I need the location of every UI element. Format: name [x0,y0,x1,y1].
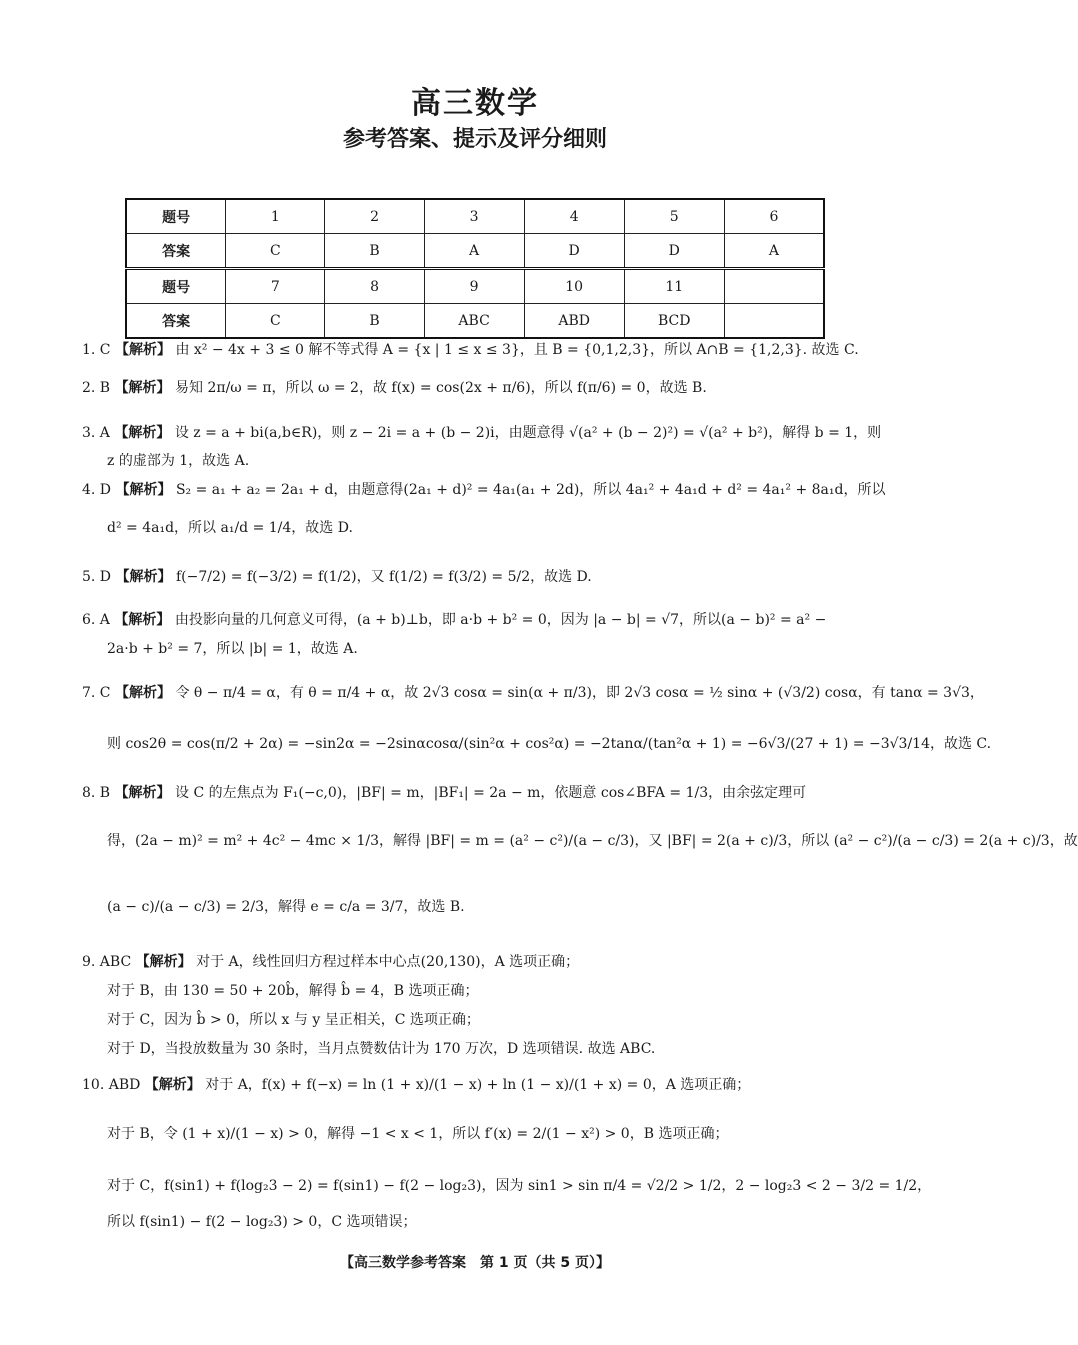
table-cell: 8 [325,269,424,304]
solution-7 [82,683,984,703]
solution-10 [82,1075,872,1095]
table-cell: BCD [624,304,724,339]
solution-6-cont: 2a·b + b² = 7，所以 |b| = 1，故选 A. [107,641,358,657]
answer-table [125,198,825,339]
solution-10-c-cont: 所以 f(sin1) − f(2 − log₂3) > 0，C 选项错误； [107,1214,417,1230]
solution-8 [82,783,872,803]
solution-8-cont2: (a − c)/(a − c/3) = 2/3，解得 e = c/a = 3/7，故选 B. [107,899,465,915]
analysis-tag: 【解析】 [114,342,171,358]
table-cell: C [226,234,325,269]
analysis-tag: 【解析】 [114,380,171,396]
solution-3-cont: z 的虚部为 1，故选 A. [107,453,250,469]
solution-text: 设 z = a + bi(a,b∈R)，则 z − 2i = a + (b − 2)i，由题意得 √(a² + (b − 2)²) = √(a² + b²)，解得 b = 1，则 [174,425,882,441]
solution-number: 9. ABC [82,954,132,970]
solution-number: 6. A [82,612,110,628]
table-cell: B [325,304,424,339]
table-cell: 2 [325,199,424,234]
solution-6 [82,610,872,630]
table-row [126,199,824,234]
analysis-tag: 【解析】 [144,1077,201,1093]
table-cell: 10 [524,269,624,304]
row-label: 题号 [126,269,226,304]
analysis-tag: 【解析】 [135,954,192,970]
solution-9-c: 对于 C，因为 b̂ > 0，所以 x 与 y 呈正相关，C 选项正确； [107,1012,480,1028]
analysis-tag: 【解析】 [114,785,171,801]
analysis-tag: 【解析】 [114,612,171,628]
solution-3 [82,423,882,443]
row-label: 答案 [126,304,226,339]
analysis-tag: 【解析】 [115,482,172,498]
solution-number: 7. C [82,685,111,701]
solution-2 [82,378,872,398]
solution-text: 由 x² − 4x + 3 ≤ 0 解不等式得 A = {x | 1 ≤ x ≤ 3}，且 B = {0,1,2,3}，所以 A∩B = {1,2,3}. 故选 C. [175,342,859,358]
table-cell: 6 [724,199,824,234]
table-row [126,304,824,339]
table-cell: C [226,304,325,339]
table-cell [724,269,824,304]
solution-text: f(−7/2) = f(−3/2) = f(1/2)，又 f(1/2) = f(3/2) = 5/2，故选 D. [175,569,592,585]
analysis-tag: 【解析】 [114,425,171,441]
solution-number: 3. A [82,425,110,441]
solution-10-c: 对于 C，f(sin1) + f(log₂3 − 2) = f(sin1) − f(2 − log₂3)，因为 sin1 > sin π/4 = √2/2 > 1/2，2 − log₂3 < 2 − 3/2 = 1/2， [107,1178,932,1194]
analysis-tag: 【解析】 [114,685,171,701]
solution-10-b: 对于 B，令 (1 + x)/(1 − x) > 0，解得 −1 < x < 1，所以 f′(x) = 2/(1 − x²) > 0，B 选项正确； [107,1126,729,1142]
solution-text: 易知 2π/ω = π，所以 ω = 2，故 f(x) = cos(2x + π/6)，所以 f(π/6) = 0，故选 B. [175,380,707,396]
table-cell: ABC [424,304,524,339]
solution-number: 8. B [82,785,111,801]
solution-7-cont: 则 cos2θ = cos(π/2 + 2α) = −sin2α = −2sinαcosα/(sin²α + cos²α) = −2tanα/(tan²α + 1) = −6√3/(27 + 1) = −3√3/14，故选 C. [107,736,992,752]
solution-9 [82,952,872,972]
table-cell: 11 [624,269,724,304]
solution-5 [82,567,872,587]
table-cell: D [624,234,724,269]
row-label: 题号 [126,199,226,234]
solution-8-cont: 得，(2a − m)² = m² + 4c² − 4mc × 1/3，解得 |BF| = m = (a² − c²)/(a − c/3)，又 |BF| = 2(a + c)/3，所以 (a² − c²)/(a − c/3) = 2(a + c)/3，故 [107,833,1078,849]
table-cell: A [424,234,524,269]
table-cell: 4 [524,199,624,234]
page-subtitle: 参考答案、提示及评分细则 [342,127,607,152]
solution-4-cont: d² = 4a₁d，所以 a₁/d = 1/4，故选 D. [107,520,353,536]
solution-text: 对于 A，线性回归方程过样本中心点(20,130)，A 选项正确； [196,954,580,970]
solution-number: 4. D [82,482,112,498]
table-cell: ABD [524,304,624,339]
solution-4 [82,480,886,500]
solution-text: 令 θ − π/4 = α，有 θ = π/4 + α，故 2√3 cosα = sin(α + π/3)，即 2√3 cosα = ½ sinα + (√3/2) cosα，有 tanα = 3√3， [175,685,984,701]
solution-number: 1. C [82,342,111,358]
solution-text: 对于 A，f(x) + f(−x) = ln (1 + x)/(1 − x) + ln (1 − x)/(1 + x) = 0，A 选项正确； [205,1077,751,1093]
table-cell: A [724,234,824,269]
solution-9-b: 对于 B，由 130 = 50 + 20b̂，解得 b̂ = 4，B 选项正确； [107,983,479,999]
table-cell: 1 [226,199,325,234]
solution-number: 5. D [82,569,112,585]
table-cell: 3 [424,199,524,234]
table-cell: 5 [624,199,724,234]
table-cell: 9 [424,269,524,304]
solution-number: 2. B [82,380,111,396]
page-footer: 【高三数学参考答案 第 1 页（共 5 页）】 [340,1255,610,1271]
solution-text: S₂ = a₁ + a₂ = 2a₁ + d，由题意得(2a₁ + d)² = 4a₁(a₁ + 2d)，所以 4a₁² + 4a₁d + d² = 4a₁² + 8a₁d，所以 [175,482,886,498]
table-cell: 7 [226,269,325,304]
table-cell: B [325,234,424,269]
table-cell: D [524,234,624,269]
solution-number: 10. ABD [82,1077,141,1093]
table-cell [724,304,824,339]
solution-text: 由投影向量的几何意义可得，(a + b)⊥b，即 a·b + b² = 0，因为 |a − b| = √7，所以(a − b)² = a² − [174,612,827,628]
solution-9-d: 对于 D，当投放数量为 30 条时，当月点赞数估计为 170 万次，D 选项错误. 故选 ABC. [107,1041,656,1057]
row-label: 答案 [126,234,226,269]
page-title: 高三数学 [411,86,539,121]
table-row [126,269,824,304]
solution-text: 设 C 的左焦点为 F₁(−c,0)，|BF| = m，|BF₁| = 2a − m，依题意 cos∠BFA = 1/3，由余弦定理可 [175,785,807,801]
analysis-tag: 【解析】 [115,569,172,585]
solution-1 [82,340,872,360]
table-row [126,234,824,269]
